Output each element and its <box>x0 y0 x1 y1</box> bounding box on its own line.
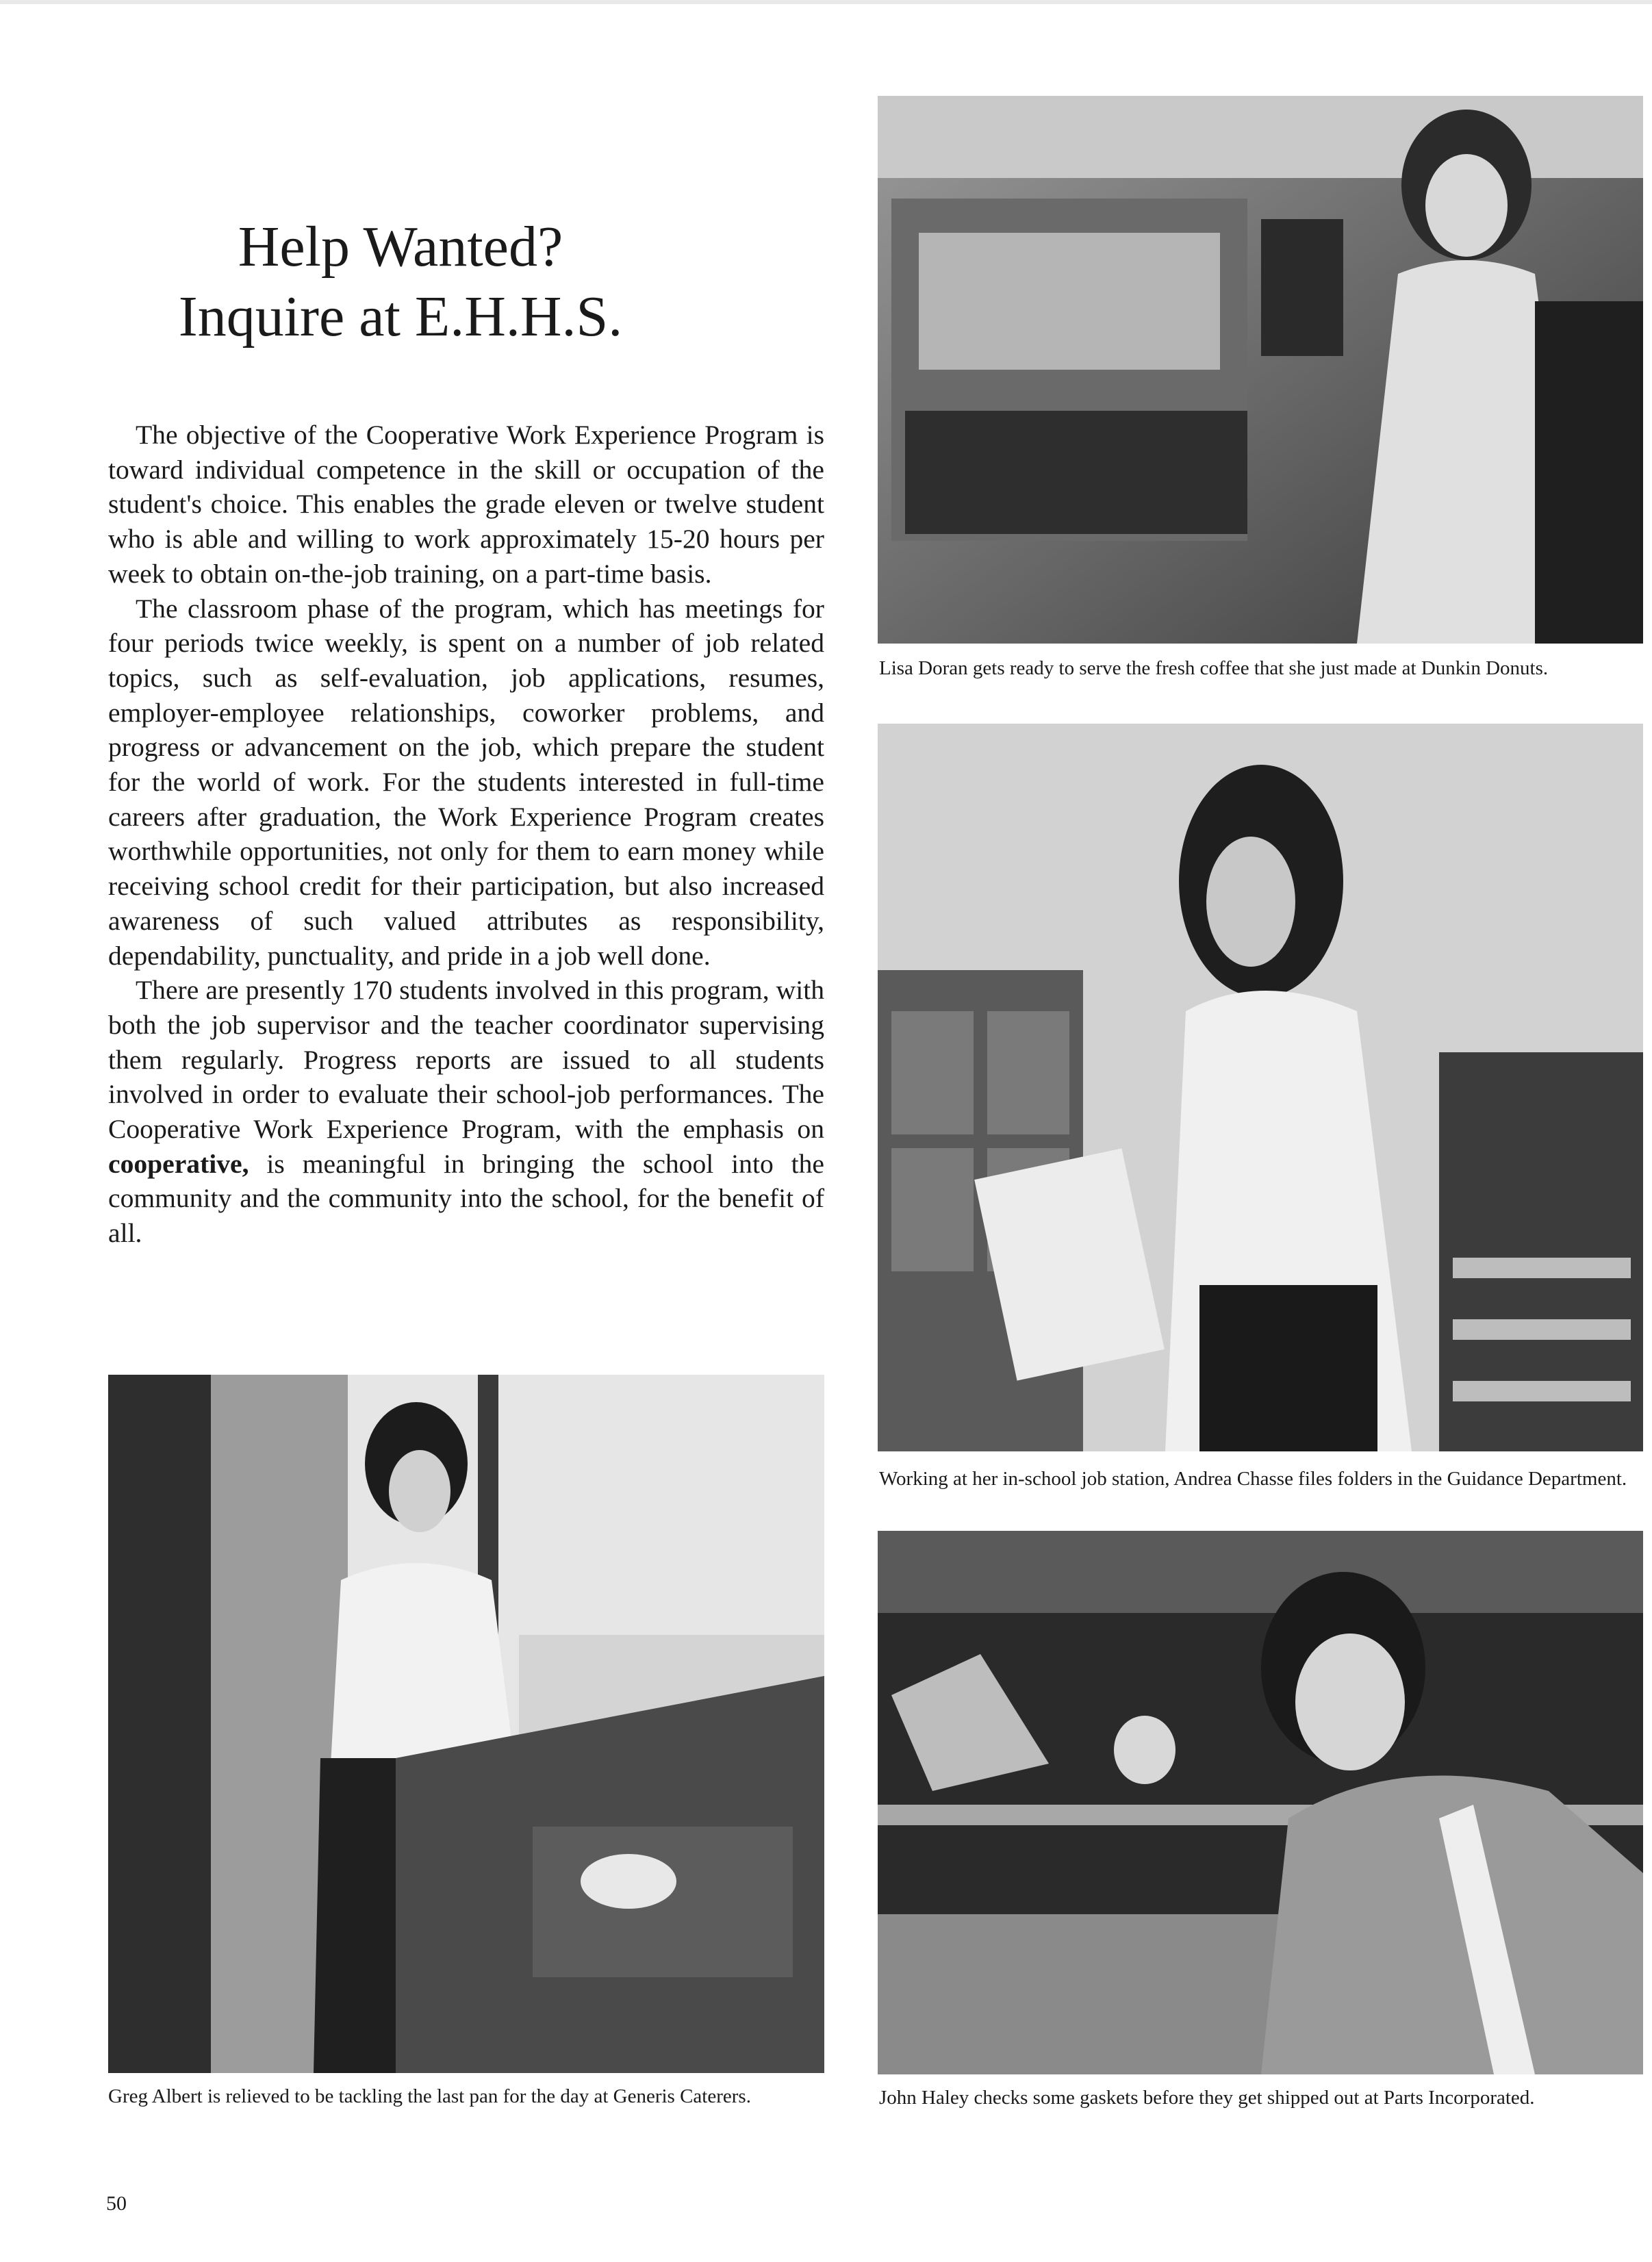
caption-files: Working at her in-school job station, Andrea Chasse files folders in the Guidance Department. <box>879 1468 1627 1490</box>
article-paragraph-2: The classroom phase of the program, which has meetings for four periods twice weekly, is spent on a number of job related topics, such as self-evaluation, job applications, resumes, employer-employee relationships, coworker problems, and progress or advancement on the job, which prepare the student for the world of work. For the students interested in full-time careers after graduation, the Work Experience Program creates worthwhile opportunities, not only for them to earn money while receiving school credit for their participation, but also increased awareness of such valued attributes as responsibility, dependability, punctuality, and pride in a job well done. <box>108 593 824 971</box>
title-line-2: Inquire at E.H.H.S. <box>178 285 623 348</box>
photo-dishwashing <box>108 1375 824 2073</box>
title-line-1: Help Wanted? <box>238 215 563 279</box>
paragraph-3-text-a: There are presently 170 students involved in this program, with both the job supervisor and the teacher coordinator supervising them regularly. Progress reports are issued to all students involved in order to evaluate their school-job performances. The Cooperative Work Experience Program, with the emphasis on <box>108 975 824 1145</box>
page-top-edge <box>0 0 1652 4</box>
caption-gaskets: John Haley checks some gaskets before they get shipped out at Parts Incorporated. <box>879 2087 1535 2109</box>
paragraph-3-text-b: is meaningful in bringing the school into the community and the community into the school, for the benefit of all. <box>108 1148 824 1249</box>
page-title <box>110 212 691 352</box>
photo-file-cabinets <box>878 724 1643 1451</box>
caption-dishes: Greg Albert is relieved to be tackling the last pan for the day at Generis Caterers. <box>108 2085 751 2107</box>
photo-coffee-counter <box>878 96 1643 644</box>
article-paragraph-3 <box>108 973 824 1251</box>
page-number: 50 <box>106 2192 127 2215</box>
article-paragraph-1: The objective of the Cooperative Work Experience Program is toward individual competence in the skill or occupation of the student's choice. This enables the grade eleven or twelve student who is able and willing to work approximately 15-20 hours per week to obtain on-the-job training, on a part-time basis. <box>108 420 824 589</box>
article-body <box>108 418 824 1251</box>
paragraph-3-emphasis: cooperative, <box>108 1148 249 1179</box>
photo-gaskets <box>878 1531 1643 2074</box>
caption-coffee: Lisa Doran gets ready to serve the fresh coffee that she just made at Dunkin Donuts. <box>879 657 1549 679</box>
